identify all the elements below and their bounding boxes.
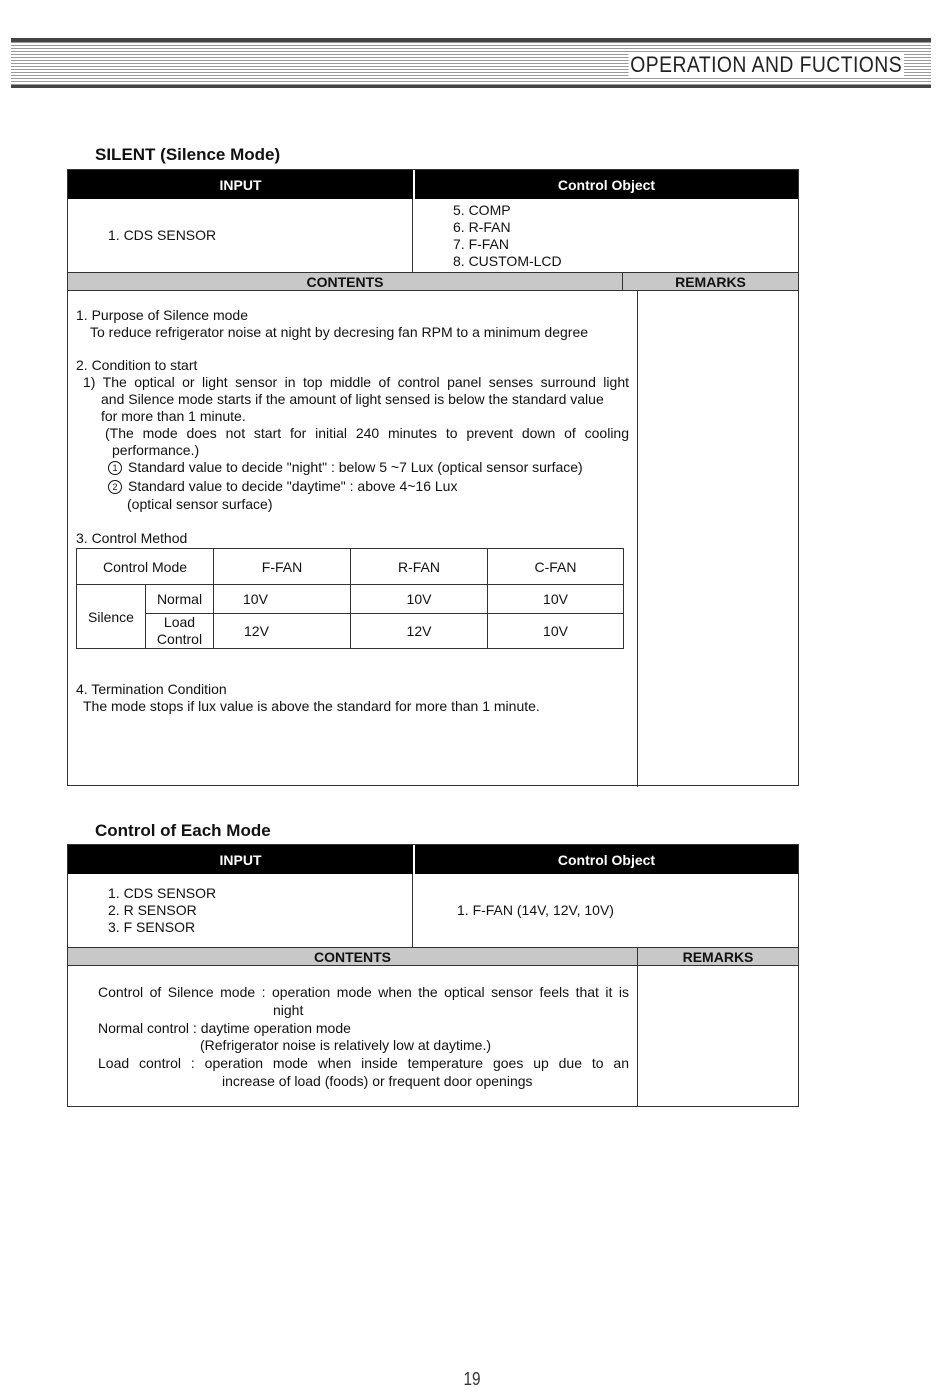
table-cell-line: Load: [163, 614, 196, 630]
input-item: 1. CDS SENSOR: [108, 885, 217, 901]
control-object-header: Control Object: [557, 176, 656, 193]
condition-line: and Silence mode starts if the amount of light sensed is below the standard value: [101, 391, 604, 407]
silent-contents-header-row: [68, 273, 798, 291]
control-item: 5. COMP: [453, 202, 511, 218]
remarks-header: REMARKS: [682, 948, 754, 965]
termination-title: 4. Termination Condition: [76, 681, 227, 697]
table-header: R-FAN: [351, 549, 488, 585]
each-mode-remarks: [638, 966, 798, 1107]
remarks-header: REMARKS: [675, 273, 746, 290]
control-item: 6. R-FAN: [453, 219, 511, 235]
each-mode-body-row: [68, 966, 798, 1107]
mode-description: increase of load (foods) or frequent door openings: [222, 1073, 533, 1089]
condition-line: (The mode does not start for initial 240 minutes to prevent down of cooling: [105, 425, 629, 441]
standard-night: [108, 459, 583, 476]
table-cell: 10V: [214, 585, 351, 614]
standard-daytime-text: Standard value to decide "daytime" : above 4~16 Lux: [128, 478, 458, 494]
each-mode-io-row: [68, 874, 798, 948]
table-header: Control Mode: [77, 549, 214, 585]
mode-description: night: [273, 1002, 304, 1018]
table-cell: 10V: [351, 585, 488, 614]
table-header: F-FAN: [214, 549, 351, 585]
circled-number-icon: 2: [108, 480, 122, 494]
each-mode-table: [67, 844, 799, 1107]
page-header-title: OPERATION AND FUCTIONS: [630, 52, 903, 77]
input-cell: [68, 199, 413, 272]
standard-daytime-note: (optical sensor surface): [127, 496, 273, 512]
condition-line: 1) The optical or light sensor in top middle of control panel senses surround light: [83, 374, 629, 390]
table-cell: 12V: [351, 614, 488, 649]
contents-header: CONTENTS: [68, 948, 638, 965]
purpose-title: 1. Purpose of Silence mode: [76, 307, 248, 323]
input-item: 3. F SENSOR: [108, 919, 196, 935]
standard-daytime: [108, 478, 457, 495]
control-object-cell: [413, 874, 798, 947]
control-method-table: [76, 548, 624, 649]
silent-io-row: [68, 199, 798, 273]
table-cell-line: Control: [156, 631, 203, 647]
silent-section-title: SILENT (Silence Mode): [95, 145, 281, 164]
circled-number-icon: 1: [108, 461, 122, 475]
control-item: 7. F-FAN: [453, 236, 510, 252]
purpose-text: To reduce refrigerator noise at night by decresing fan RPM to a minimum degree: [90, 324, 589, 340]
input-cell: [68, 874, 413, 947]
control-object-header: Control Object: [557, 851, 656, 868]
method-title: 3. Control Method: [76, 530, 188, 546]
table-cell: Silence: [77, 585, 146, 649]
control-item: 8. CUSTOM-LCD: [453, 253, 562, 269]
table-cell: [146, 614, 214, 649]
mode-description: Control of Silence mode : operation mode when the optical sensor feels that it is: [98, 984, 629, 1000]
table-header: C-FAN: [488, 549, 624, 585]
table-cell: Normal: [146, 585, 214, 614]
each-mode-section-title: Control of Each Mode: [95, 821, 271, 840]
page-number: 19: [463, 1369, 481, 1389]
condition-title: 2. Condition to start: [76, 357, 198, 373]
mode-description: Load control : operation mode when inside temperature goes up due to an: [98, 1055, 629, 1071]
table-cell: 10V: [488, 614, 624, 649]
mode-description: (Refrigerator noise is relatively low at daytime.): [200, 1037, 491, 1053]
table-cell: 12V: [214, 614, 351, 649]
silent-table: [67, 169, 799, 786]
input-header: INPUT: [68, 845, 415, 874]
standard-night-text: Standard value to decide "night" : below 5 ~7 Lux (optical sensor surface): [128, 459, 583, 475]
control-object-cell: [413, 199, 798, 272]
contents-header: CONTENTS: [68, 273, 623, 290]
silent-contents: [68, 291, 638, 787]
each-mode-header-row: [68, 845, 798, 874]
control-item: 1. F-FAN (14V, 12V, 10V): [457, 902, 614, 918]
condition-line: for more than 1 minute.: [101, 408, 246, 424]
input-item: 1. CDS SENSOR: [108, 227, 217, 243]
termination-text: The mode stops if lux value is above the standard for more than 1 minute.: [83, 698, 540, 714]
silent-body-row: [68, 291, 798, 787]
table-cell: 10V: [488, 585, 624, 614]
mode-description: Normal control : daytime operation mode: [98, 1020, 351, 1036]
each-mode-contents: [68, 966, 638, 1107]
condition-line: performance.): [112, 442, 200, 458]
silent-remarks: [638, 291, 798, 787]
input-item: 2. R SENSOR: [108, 902, 197, 918]
each-mode-contents-header-row: [68, 948, 798, 966]
input-header: INPUT: [68, 170, 415, 199]
silent-header-row: [68, 170, 798, 199]
